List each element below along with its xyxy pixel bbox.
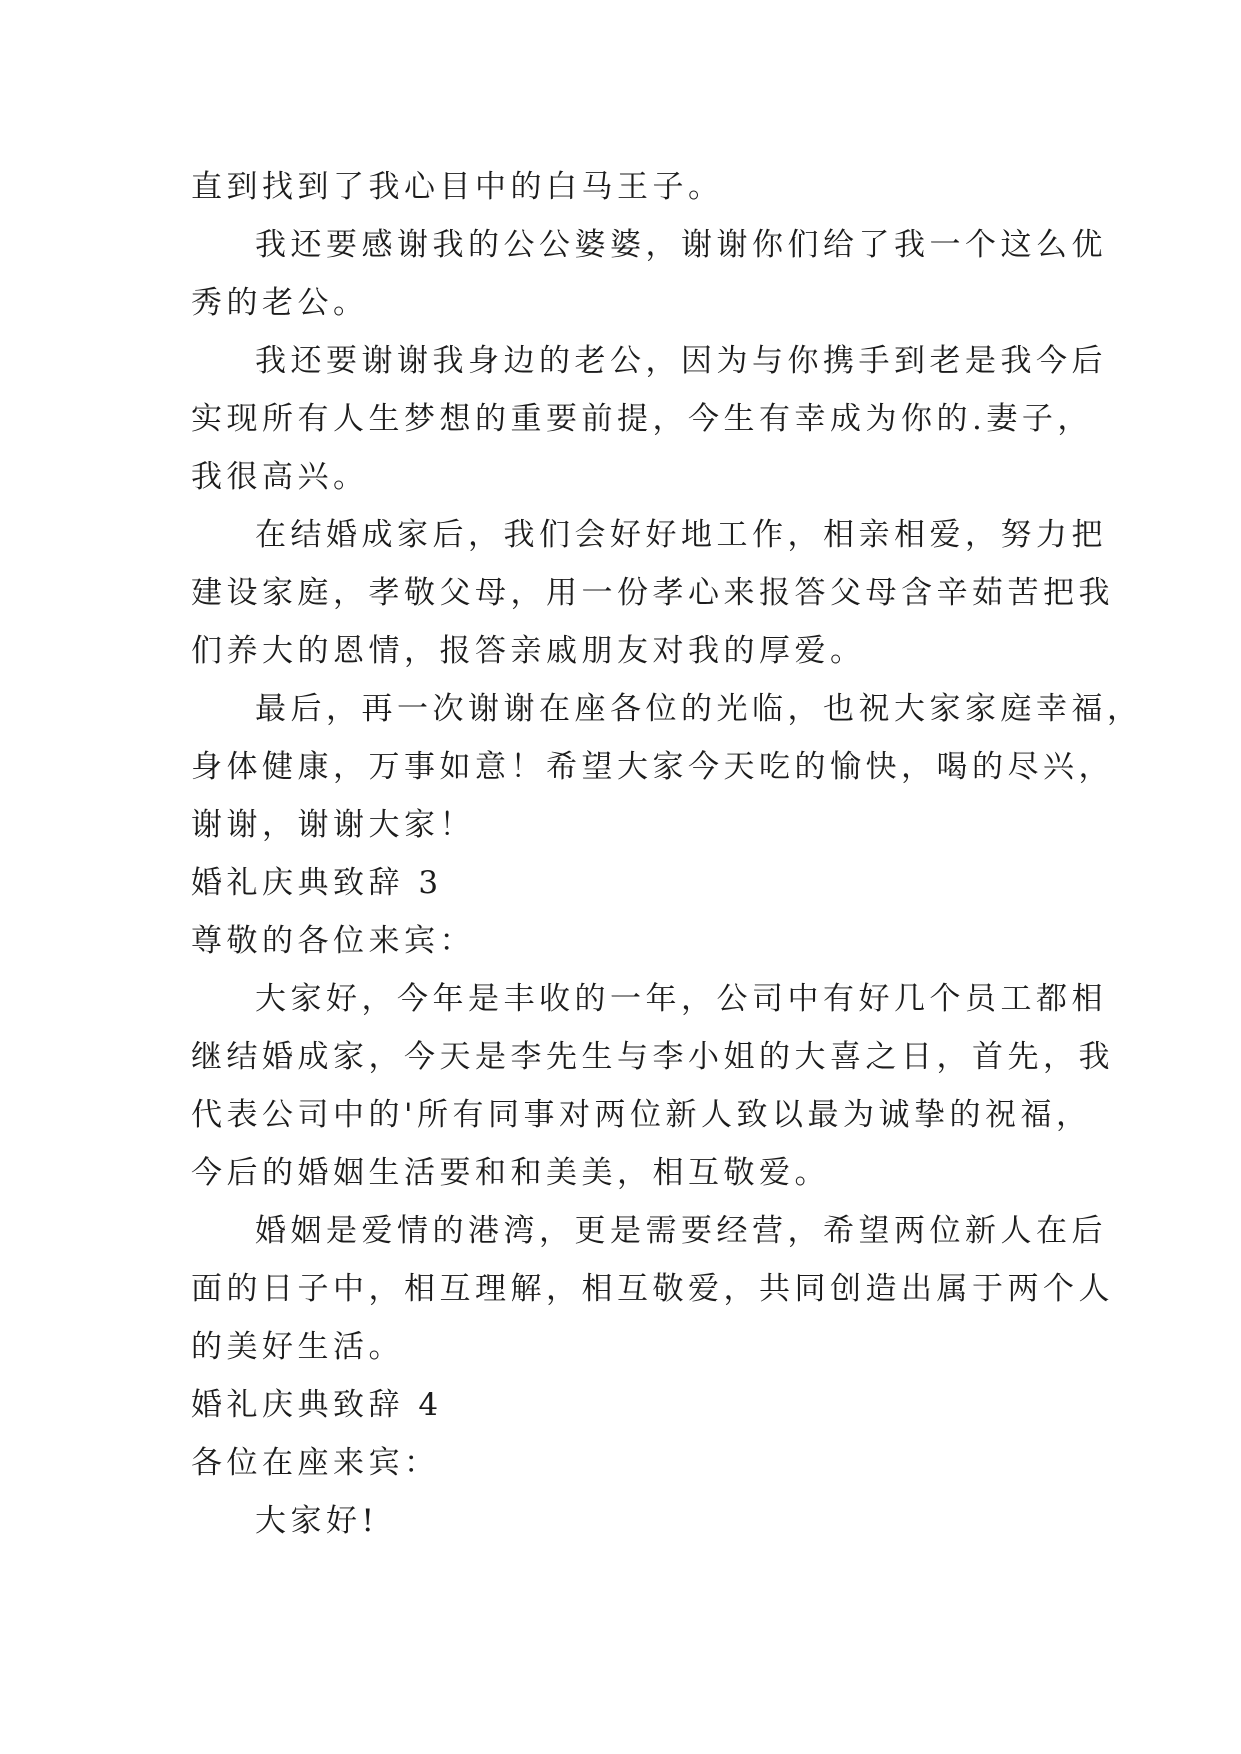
text-line: 身体健康，万事如意！希望大家今天吃的愉快，喝的尽兴， [191,749,1114,785]
section-heading: 婚礼庆典致辞 3 [191,865,443,901]
paragraph-first-line: 最后，再一次谢谢在座各位的光临，也祝大家家庭幸福， [255,691,1143,727]
paragraph-first-line: 大家好! [255,1503,379,1539]
text-line: 们养大的恩情，报答亲戚朋友对我的厚爱。 [191,633,866,669]
paragraph-first-line: 我还要谢谢我身边的老公，因为与你携手到老是我今后 [255,343,1107,379]
salutation: 尊敬的各位来宾： [191,923,475,959]
text-line: 我很高兴。 [191,459,369,495]
text-line: 的美好生活。 [191,1329,404,1365]
text-line: 谢谢，谢谢大家！ [191,807,475,843]
paragraph-first-line: 我还要感谢我的公公婆婆，谢谢你们给了我一个这么优 [255,227,1107,263]
text-line: 继结婚成家，今天是李先生与李小姐的大喜之日，首先，我 [191,1039,1114,1075]
text-line: 建设家庭，孝敬父母，用一份孝心来报答父母含辛茹苦把我 [191,575,1114,611]
text-line: 代表公司中的'所有同事对两位新人致以最为诚挚的祝福， [191,1097,1092,1133]
paragraph-first-line: 在结婚成家后，我们会好好地工作，相亲相爱，努力把 [255,517,1107,553]
paragraph-first-line: 婚姻是爱情的港湾，更是需要经营，希望两位新人在后 [255,1213,1107,1249]
text-line: 今后的婚姻生活要和和美美，相互敬爱。 [191,1155,830,1191]
text-line: 面的日子中，相互理解，相互敬爱，共同创造出属于两个人 [191,1271,1114,1307]
text-line: 直到找到了我心目中的白马王子。 [191,169,724,205]
salutation: 各位在座来宾： [191,1445,440,1481]
text-line: 秀的老公。 [191,285,369,321]
text-line: 实现所有人生梦想的重要前提，今生有幸成为你的.妻子， [191,401,1093,437]
paragraph-first-line: 大家好，今年是丰收的一年，公司中有好几个员工都相 [255,981,1107,1017]
section-heading: 婚礼庆典致辞 4 [191,1387,443,1423]
